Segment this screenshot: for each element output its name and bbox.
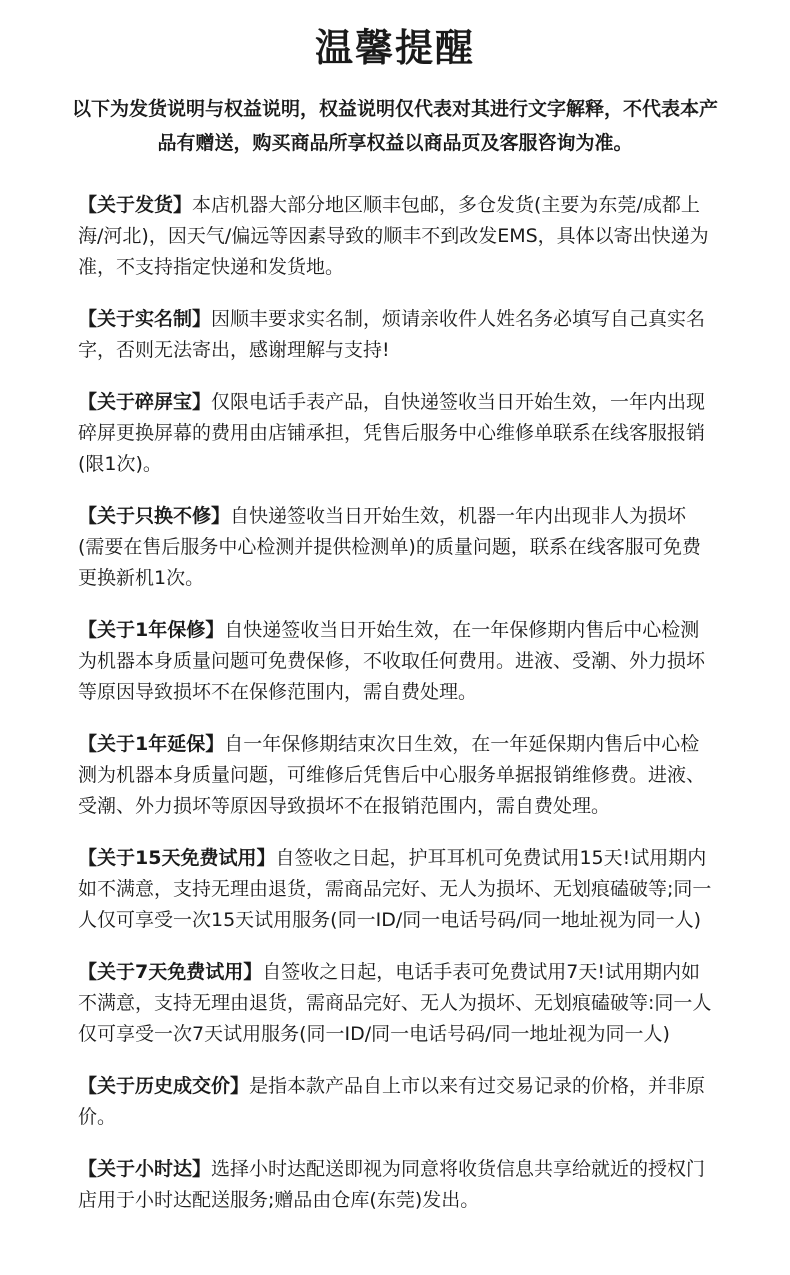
section-heading: 【关于1年保修】 [78,619,225,641]
section-heading: 【关于历史成交价】 [78,1075,250,1097]
section-heading: 【关于7天免费试用】 [78,961,263,983]
section-hourly-delivery [78,1154,712,1216]
section-real-name [78,304,712,366]
page-title: 温馨提醒 [314,26,475,70]
section-historical-price [78,1071,712,1133]
intro-text: 以下为发货说明与权益说明，权益说明仅代表对其进行文字解释，不代表本产品有赠送，购买商品所享权益以商品页及客服咨询为准。 [71,98,718,154]
section-heading: 【关于15天免费试用】 [78,847,276,869]
section-heading: 【关于碎屏宝】 [78,391,212,413]
section-extended-warranty [78,729,712,822]
section-body: 自签收之日起，护耳耳机可免费试用15天!试用期内如不满意，支持无理由退货，需商品完好、无人为损坏、无划痕磕破等;同一人仅可享受一次15天试用服务(同一ID/同一电话号码/同一地址视为同一人) [78,847,712,931]
section-screen-protection [78,387,712,480]
section-body: 自一年保修期结束次日生效，在一年延保期内售后中心检测为机器本身质量问题，可维修后凭售后中心服务单据报销维修费。进液、受潮、外力损坏等原因导致损坏不在报销范围内，需自费处理。 [78,733,706,817]
section-body: 仅限电话手表产品，自快递签收当日开始生效，一年内出现碎屏更换屏幕的费用由店铺承担，凭售后服务中心维修单联系在线客服报销(限1次)。 [78,391,706,475]
section-one-year-warranty [78,615,712,708]
section-heading: 【关于只换不修】 [78,505,231,527]
section-replace-only [78,501,712,594]
section-body: 是指本款产品自上市以来有过交易记录的价格，并非原价。 [78,1075,706,1128]
section-heading: 【关于1年延保】 [78,733,225,755]
section-body: 自签收之日起，电话手表可免费试用7天!试用期内如不满意，支持无理由退货，需商品完好、无人为损坏、无划痕磕破等:同一人仅可享受一次7天试用服务(同一ID/同一电话号码/同一地址视为同一人) [78,961,712,1045]
section-body: 自快递签收当日开始生效，在一年保修期内售后中心检测为机器本身质量问题可免费保修，不收取任何费用。进液、受潮、外力损坏等原因导致损坏不在保修范围内，需自费处理。 [78,619,706,703]
section-body: 自快递签收当日开始生效，机器一年内出现非人为损坏(需要在售后服务中心检测并提供检测单)的质量问题，联系在线客服可免费更换新机1次。 [78,505,701,589]
section-heading: 【关于发货】 [78,194,193,216]
section-body: 本店机器大部分地区顺丰包邮，多仓发货(主要为东莞/成都上海/河北)，因天气/偏远等因素导致的顺丰不到改发EMS，具体以寄出快递为准，不支持指定快递和发货地。 [78,194,709,278]
section-7-day-trial [78,957,712,1050]
section-heading: 【关于实名制】 [78,308,212,330]
section-body: 选择小时达配送即视为同意将收货信息共享给就近的授权门店用于小时达配送服务;赠品由仓库(东莞)发出。 [78,1158,706,1211]
section-15-day-trial [78,843,712,936]
section-heading: 【关于小时达】 [78,1158,212,1180]
section-shipping [78,190,712,283]
section-body: 因顺丰要求实名制，烦请亲收件人姓名务必填写自己真实名字，否则无法寄出，感谢理解与支持! [78,308,706,361]
